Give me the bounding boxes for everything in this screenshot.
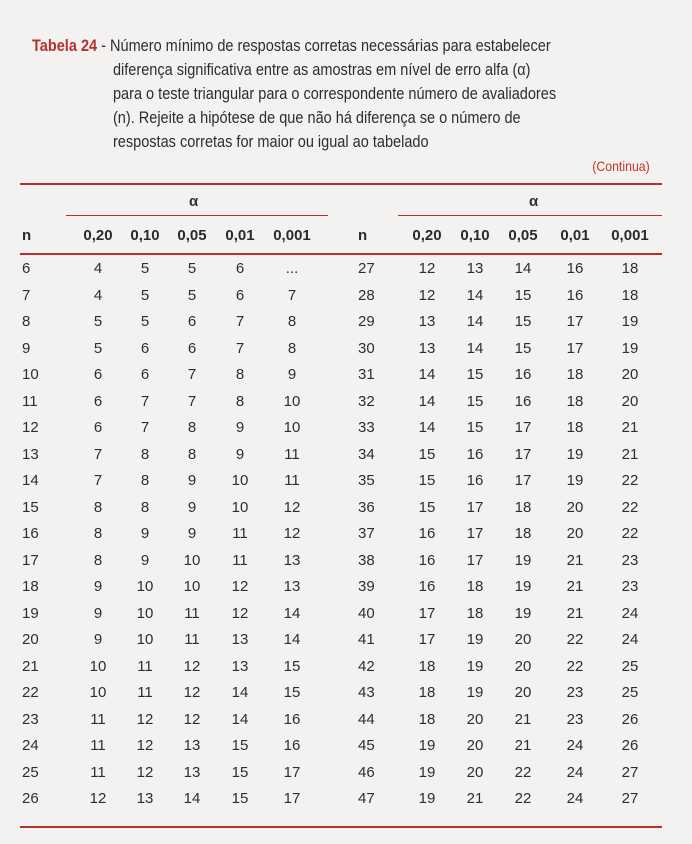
right-cell-col-0001: 23 — [621, 578, 639, 595]
right-cell-col-001: 17 — [566, 339, 584, 357]
right-cell-n: 30 — [358, 339, 375, 357]
right-cell-col-005: 21 — [514, 737, 532, 754]
left-cell-col-020: 12 — [89, 790, 107, 807]
right-cell-col-0001: 22 — [621, 525, 639, 542]
right-cell-col-0001: 22 — [621, 498, 639, 516]
right-cell-n: 32 — [358, 392, 375, 410]
left-cell-n: 11 — [22, 392, 38, 410]
left-cell-col-020: 9 — [93, 604, 103, 622]
right-cell-col-001: 24 — [566, 763, 584, 781]
left-cell-col-0001: 11 — [284, 472, 300, 489]
right-cell-col-0001: 23 — [621, 551, 639, 569]
right-cell-col-0001: 26 — [621, 737, 639, 754]
left-cell-col-0001: ... — [285, 260, 299, 277]
right-cell-col-010: 14 — [466, 313, 484, 330]
right-cell-col-005: 17 — [514, 472, 532, 489]
left-cell-col-010: 8 — [140, 498, 150, 516]
left-cell-col-0001: 16 — [283, 737, 301, 754]
left-cell-col-005: 11 — [184, 631, 200, 648]
left-cell-n: 16 — [22, 525, 39, 542]
right-cell-col-020: 13 — [418, 339, 436, 357]
left-cell-col-005: 6 — [187, 339, 197, 357]
right-cell-col-020: 15 — [418, 445, 436, 463]
right-cell-n: 43 — [358, 684, 375, 701]
left-cell-col-010: 12 — [136, 763, 154, 781]
right-cell-col-020: 16 — [418, 525, 436, 542]
left-cell-col-020: 6 — [93, 392, 103, 410]
right-cell-col-005: 22 — [514, 790, 532, 807]
left-cell-col-0001: 10 — [283, 419, 301, 436]
left-header-col-010: 0,10 — [130, 227, 160, 244]
left-cell-n: 8 — [22, 313, 31, 330]
left-cell-col-005: 6 — [187, 313, 197, 330]
left-header-n: n — [22, 227, 32, 244]
left-cell-col-020: 11 — [90, 710, 106, 728]
right-cell-col-010: 15 — [466, 392, 484, 410]
right-cell-n: 27 — [358, 260, 375, 277]
left-cell-col-0001: 13 — [283, 551, 301, 569]
left-cell-col-005: 7 — [187, 392, 197, 410]
left-cell-col-0001: 15 — [283, 684, 301, 701]
left-header-col-001: 0,01 — [225, 227, 255, 244]
right-cell-col-010: 21 — [466, 790, 484, 807]
left-cell-col-005: 13 — [183, 763, 201, 781]
left-cell-col-001: 7 — [235, 313, 245, 330]
right-cell-col-001: 20 — [566, 525, 584, 542]
left-cell-n: 15 — [22, 498, 39, 516]
right-cell-col-0001: 27 — [621, 763, 639, 781]
right-cell-col-005: 15 — [514, 286, 532, 304]
right-cell-col-005: 17 — [514, 419, 532, 436]
left-cell-col-020: 9 — [93, 631, 103, 648]
right-cell-col-001: 24 — [566, 737, 584, 754]
right-header-col-001: 0,01 — [560, 227, 590, 244]
right-header-col-0001: 0,001 — [611, 227, 649, 244]
caption-line-3: para o teste triangular para o correspondente número de avaliadores — [112, 85, 557, 103]
left-cell-n: 24 — [22, 737, 39, 754]
left-cell-col-0001: 9 — [287, 366, 297, 383]
right-header-col-020: 0,20 — [412, 227, 442, 244]
right-cell-col-020: 17 — [418, 604, 436, 622]
right-cell-n: 29 — [358, 313, 375, 330]
right-cell-col-010: 20 — [466, 710, 484, 728]
right-cell-col-001: 16 — [566, 286, 584, 304]
right-cell-col-0001: 18 — [621, 260, 639, 277]
right-cell-col-005: 18 — [514, 525, 532, 542]
left-cell-col-0001: 11 — [284, 445, 300, 463]
left-header-col-020: 0,20 — [83, 227, 113, 244]
right-cell-col-001: 21 — [566, 578, 584, 595]
left-cell-col-0001: 13 — [283, 578, 301, 595]
left-cell-col-005: 12 — [183, 684, 201, 701]
left-cell-col-010: 5 — [140, 313, 150, 330]
right-cell-col-0001: 24 — [621, 604, 639, 622]
left-cell-n: 13 — [22, 445, 39, 463]
left-cell-col-010: 12 — [136, 737, 154, 754]
right-cell-col-005: 17 — [514, 445, 532, 463]
left-header-col-0001: 0,001 — [273, 227, 311, 244]
right-cell-col-020: 14 — [418, 392, 436, 410]
right-cell-col-020: 17 — [418, 631, 436, 648]
right-cell-n: 41 — [358, 631, 375, 648]
right-cell-col-001: 18 — [566, 419, 584, 436]
left-cell-col-001: 14 — [231, 710, 249, 728]
left-cell-n: 21 — [22, 657, 39, 675]
right-cell-col-020: 12 — [418, 286, 436, 304]
left-cell-col-001: 14 — [231, 684, 249, 701]
left-cell-col-020: 4 — [93, 260, 103, 277]
left-cell-col-020: 9 — [93, 578, 103, 595]
left-cell-col-005: 9 — [187, 525, 197, 542]
left-cell-col-020: 5 — [93, 339, 103, 357]
left-cell-n: 9 — [22, 339, 31, 357]
left-cell-col-005: 5 — [187, 286, 197, 304]
left-cell-col-0001: 17 — [283, 790, 301, 807]
left-cell-col-020: 10 — [89, 657, 107, 675]
right-cell-col-001: 21 — [566, 551, 584, 569]
right-cell-col-001: 18 — [566, 366, 584, 383]
left-cell-n: 10 — [22, 366, 39, 383]
right-cell-col-005: 19 — [514, 551, 532, 569]
right-cell-n: 39 — [358, 578, 375, 595]
left-cell-col-0001: 12 — [283, 525, 301, 542]
left-cell-n: 22 — [22, 684, 39, 701]
right-cell-col-010: 15 — [466, 366, 484, 383]
right-header-n: n — [358, 227, 368, 244]
right-cell-n: 33 — [358, 419, 375, 436]
right-cell-col-001: 21 — [566, 604, 584, 622]
right-cell-col-010: 14 — [466, 286, 484, 304]
left-cell-n: 23 — [22, 710, 39, 728]
left-cell-col-005: 13 — [183, 737, 201, 754]
left-cell-n: 6 — [22, 260, 31, 277]
right-cell-col-0001: 20 — [621, 392, 639, 410]
right-cell-col-001: 17 — [566, 313, 584, 330]
left-cell-n: 17 — [22, 551, 39, 569]
top-rule — [20, 183, 662, 185]
right-cell-col-005: 19 — [514, 578, 532, 595]
right-cell-n: 44 — [358, 710, 375, 728]
right-cell-col-001: 19 — [566, 472, 584, 489]
left-cell-col-001: 6 — [235, 260, 245, 277]
right-cell-col-020: 19 — [418, 737, 436, 754]
left-cell-col-010: 6 — [140, 366, 150, 383]
right-cell-col-020: 18 — [418, 710, 436, 728]
left-cell-col-005: 7 — [187, 366, 197, 383]
left-cell-col-010: 11 — [137, 684, 153, 701]
left-cell-col-010: 10 — [136, 604, 154, 622]
left-cell-col-010: 8 — [140, 445, 150, 463]
right-cell-n: 35 — [358, 472, 375, 489]
right-cell-col-001: 19 — [566, 445, 584, 463]
right-cell-col-0001: 24 — [621, 631, 639, 648]
left-cell-n: 18 — [22, 578, 39, 595]
left-cell-n: 26 — [22, 790, 39, 807]
left-cell-col-010: 10 — [136, 631, 154, 648]
right-cell-col-020: 12 — [418, 260, 436, 277]
right-cell-col-0001: 25 — [621, 657, 639, 675]
right-cell-col-0001: 19 — [621, 313, 639, 330]
left-cell-col-010: 7 — [140, 419, 150, 436]
right-cell-n: 28 — [358, 286, 375, 304]
right-cell-col-005: 21 — [514, 710, 532, 728]
right-cell-col-0001: 21 — [621, 445, 639, 463]
left-cell-col-020: 11 — [90, 737, 106, 754]
right-cell-col-001: 16 — [566, 260, 584, 277]
right-cell-col-020: 16 — [418, 578, 436, 595]
right-cell-col-001: 22 — [566, 631, 584, 648]
caption-line-2: diferença significativa entre as amostras em nível de erro alfa (α) — [112, 61, 531, 79]
left-cell-col-001: 8 — [235, 366, 245, 383]
right-cell-col-020: 14 — [418, 419, 436, 436]
left-cell-col-005: 9 — [187, 498, 197, 516]
right-cell-col-001: 23 — [566, 684, 584, 701]
right-cell-col-001: 24 — [566, 790, 584, 807]
right-cell-col-0001: 18 — [621, 286, 639, 304]
caption-line-5: respostas corretas for maior ou igual ao tabelado — [112, 133, 429, 151]
left-cell-col-005: 8 — [187, 419, 197, 436]
right-cell-col-005: 20 — [514, 684, 532, 701]
left-cell-col-001: 9 — [235, 445, 245, 463]
right-cell-n: 40 — [358, 604, 375, 622]
left-cell-col-005: 14 — [183, 790, 201, 807]
right-cell-col-020: 19 — [418, 763, 436, 781]
left-cell-n: 20 — [22, 631, 39, 648]
right-header-col-010: 0,10 — [460, 227, 490, 244]
right-cell-col-020: 18 — [418, 657, 436, 675]
left-cell-col-010: 7 — [140, 392, 150, 410]
caption-line-1: Tabela 24 - Número mínimo de respostas corretas necessárias para estabelecer — [32, 37, 551, 55]
right-cell-n: 36 — [358, 498, 375, 516]
right-cell-col-001: 18 — [566, 392, 584, 410]
left-cell-col-001: 11 — [232, 551, 248, 569]
left-cell-col-001: 6 — [235, 286, 245, 304]
left-cell-col-005: 9 — [187, 472, 197, 489]
right-cell-col-020: 13 — [418, 313, 436, 330]
right-cell-col-0001: 19 — [621, 339, 639, 357]
right-cell-col-020: 15 — [418, 472, 436, 489]
left-cell-col-005: 8 — [187, 445, 197, 463]
right-cell-n: 37 — [358, 525, 375, 542]
left-cell-col-0001: 14 — [283, 604, 301, 622]
left-cell-col-020: 11 — [90, 763, 106, 781]
right-cell-col-010: 19 — [466, 684, 484, 701]
right-cell-col-005: 16 — [514, 366, 532, 383]
right-cell-n: 42 — [358, 657, 375, 675]
left-cell-col-020: 7 — [93, 472, 103, 489]
left-cell-col-0001: 8 — [287, 339, 297, 357]
right-cell-col-0001: 20 — [621, 366, 639, 383]
right-cell-col-005: 22 — [514, 763, 532, 781]
left-cell-col-0001: 16 — [283, 710, 301, 728]
left-cell-col-005: 12 — [183, 710, 201, 728]
alpha-label-left: α — [189, 193, 199, 210]
left-cell-col-001: 15 — [231, 763, 249, 781]
left-cell-col-020: 6 — [93, 419, 103, 436]
left-cell-n: 12 — [22, 419, 39, 436]
left-cell-col-0001: 8 — [287, 313, 297, 330]
right-cell-col-0001: 22 — [621, 472, 639, 489]
left-cell-col-010: 10 — [136, 578, 154, 595]
right-cell-col-0001: 26 — [621, 710, 639, 728]
right-cell-col-005: 15 — [514, 313, 532, 330]
left-cell-col-0001: 12 — [283, 498, 301, 516]
left-cell-col-020: 8 — [93, 551, 103, 569]
left-cell-col-001: 15 — [231, 737, 249, 754]
left-cell-col-010: 13 — [136, 790, 154, 807]
table-label: Tabela 24 — [32, 37, 98, 55]
right-cell-col-005: 20 — [514, 657, 532, 675]
left-cell-col-010: 5 — [140, 286, 150, 304]
right-cell-col-020: 15 — [418, 498, 436, 516]
right-cell-col-020: 18 — [418, 684, 436, 701]
right-cell-col-010: 19 — [466, 657, 484, 675]
left-cell-col-020: 6 — [93, 366, 103, 383]
right-cell-col-010: 20 — [466, 737, 484, 754]
right-cell-col-020: 19 — [418, 790, 436, 807]
right-cell-col-010: 18 — [466, 578, 484, 595]
bottom-rule — [20, 826, 662, 828]
left-cell-col-020: 7 — [93, 445, 103, 463]
left-cell-col-001: 10 — [231, 472, 249, 489]
left-cell-col-001: 11 — [232, 525, 248, 542]
right-cell-col-005: 19 — [514, 604, 532, 622]
left-cell-col-010: 11 — [137, 657, 153, 675]
left-cell-col-001: 8 — [235, 392, 245, 410]
right-cell-col-0001: 25 — [621, 684, 639, 701]
right-cell-n: 46 — [358, 763, 375, 781]
left-cell-col-001: 12 — [231, 604, 249, 622]
left-cell-col-0001: 15 — [283, 657, 301, 675]
alpha-rule-right — [398, 215, 662, 216]
left-cell-col-005: 10 — [183, 551, 201, 569]
left-cell-n: 7 — [22, 286, 31, 304]
left-cell-col-005: 11 — [184, 604, 200, 622]
right-header-col-005: 0,05 — [508, 227, 538, 244]
right-cell-col-010: 15 — [466, 419, 484, 436]
right-cell-n: 34 — [358, 445, 375, 463]
header-rule — [20, 253, 662, 255]
left-cell-col-020: 5 — [93, 313, 103, 330]
right-cell-col-005: 20 — [514, 631, 532, 648]
right-cell-col-010: 17 — [466, 551, 484, 569]
right-cell-col-010: 17 — [466, 498, 484, 516]
right-cell-n: 47 — [358, 790, 375, 807]
right-cell-col-005: 16 — [514, 392, 532, 410]
left-cell-col-020: 4 — [93, 286, 103, 304]
left-cell-col-020: 8 — [93, 525, 103, 542]
left-header-col-005: 0,05 — [177, 227, 207, 244]
right-cell-col-010: 16 — [466, 472, 484, 489]
right-cell-col-001: 20 — [566, 498, 584, 516]
left-cell-col-010: 9 — [140, 551, 150, 569]
right-cell-n: 38 — [358, 551, 375, 569]
table-caption — [32, 34, 650, 174]
right-cell-col-010: 13 — [466, 260, 484, 277]
right-cell-col-010: 17 — [466, 525, 484, 542]
right-cell-n: 45 — [358, 737, 375, 754]
right-cell-col-005: 15 — [514, 339, 532, 357]
right-cell-col-010: 18 — [466, 604, 484, 622]
left-cell-col-001: 7 — [235, 339, 245, 357]
right-cell-col-020: 14 — [418, 366, 436, 383]
right-cell-col-0001: 21 — [621, 419, 639, 436]
left-cell-col-001: 13 — [231, 657, 249, 675]
left-cell-col-0001: 17 — [283, 763, 301, 781]
left-cell-col-005: 10 — [183, 578, 201, 595]
left-cell-col-001: 15 — [231, 790, 249, 807]
left-cell-col-010: 12 — [136, 710, 154, 728]
left-cell-col-010: 8 — [140, 472, 150, 489]
left-cell-col-001: 10 — [231, 498, 249, 516]
left-cell-col-001: 12 — [231, 578, 249, 595]
left-cell-col-020: 8 — [93, 498, 103, 516]
right-cell-col-005: 14 — [514, 260, 532, 277]
left-cell-n: 14 — [22, 472, 39, 489]
left-cell-col-005: 5 — [187, 260, 197, 277]
right-cell-col-001: 22 — [566, 657, 584, 675]
left-cell-col-005: 12 — [183, 657, 201, 675]
left-cell-col-001: 9 — [235, 419, 245, 436]
left-cell-col-0001: 10 — [283, 392, 301, 410]
right-cell-col-005: 18 — [514, 498, 532, 516]
continua-label: (Continua) — [592, 158, 650, 174]
left-cell-col-001: 13 — [231, 631, 249, 648]
right-cell-col-0001: 27 — [621, 790, 639, 807]
right-cell-col-001: 23 — [566, 710, 584, 728]
right-cell-col-010: 14 — [466, 339, 484, 357]
left-cell-col-010: 6 — [140, 339, 150, 357]
right-cell-col-010: 19 — [466, 631, 484, 648]
left-cell-n: 19 — [22, 604, 39, 622]
alpha-label-right: α — [529, 193, 539, 210]
right-cell-col-010: 16 — [466, 445, 484, 463]
alpha-rule-left — [66, 215, 328, 216]
left-cell-n: 25 — [22, 763, 39, 781]
left-cell-col-020: 10 — [89, 684, 107, 701]
left-cell-col-0001: 7 — [287, 286, 297, 304]
right-cell-n: 31 — [358, 366, 375, 383]
left-cell-col-0001: 14 — [283, 631, 301, 648]
caption-line-4: (n). Rejeite a hipótese de que não há diferença se o número de — [112, 109, 521, 127]
left-cell-col-010: 9 — [140, 525, 150, 542]
left-cell-col-010: 5 — [140, 260, 150, 277]
right-cell-col-020: 16 — [418, 551, 436, 569]
right-cell-col-010: 20 — [466, 763, 484, 781]
